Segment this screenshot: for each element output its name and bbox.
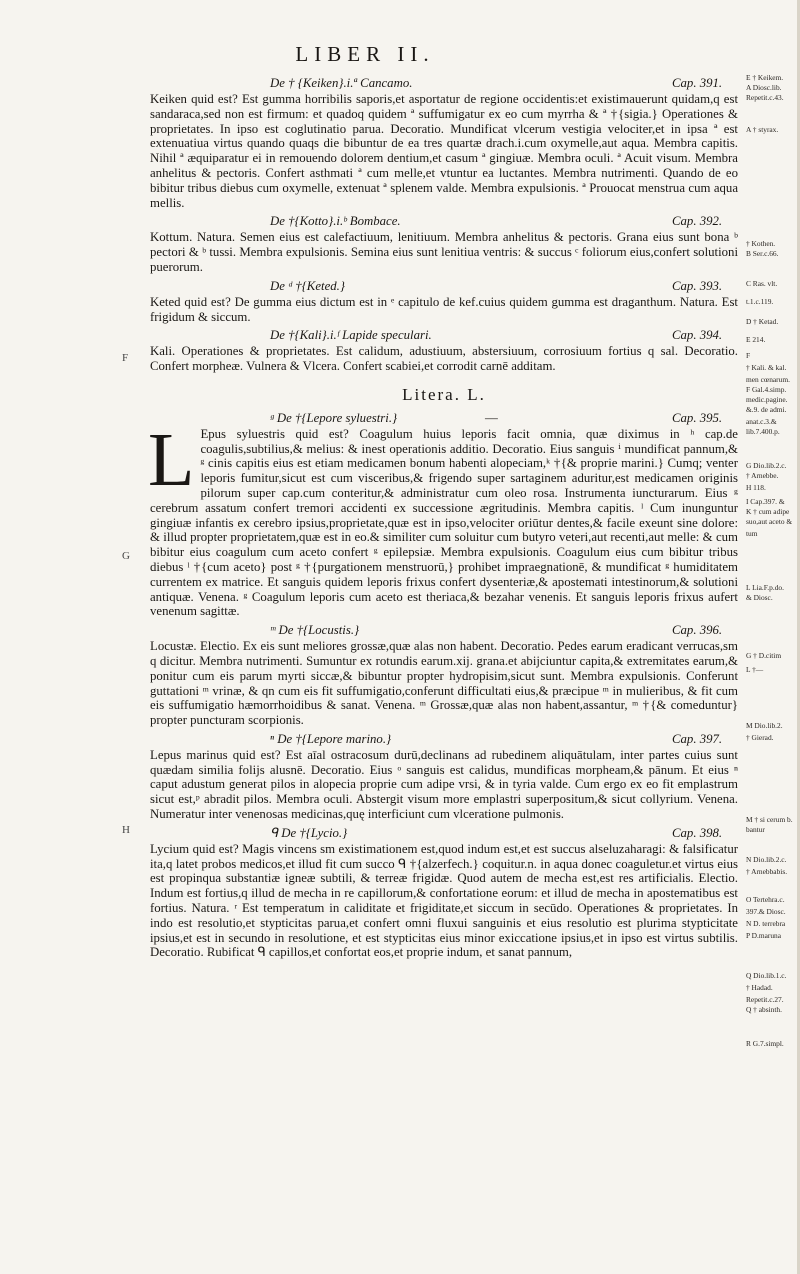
margin-note: anat.c.3.& <box>746 417 777 426</box>
entry-heading <box>150 623 738 639</box>
entry-heading-title: ᵐ De †{Locustis.} <box>270 623 360 638</box>
chapter-number: Cap. 394. <box>672 328 723 343</box>
entry-text: Epus syluestris quid est? Coagulum huius leporis facit omnia, quæ diximus in ʰ cap.de coagulis,subtilius,& melius: & inest operationis additio. Decoratio. Eius sanguis ⁱ mundificat pannum,& ᵍ cinis capitis eius est etiam medicamen bonum habenti alopeciam,ᵏ †{& proprie marini.} Cumq; venter leporis fumitur,sicut est cum visceribus,& frigendo super sartaginem aduritur,est medicamen originis pilorum super cap.cum conteritur,& administratur cum oleo rosa. Instrumenta iuncturarum. Eius ᵍ cerebrum assatum confert tremori accidenti ex successione ægritudinis. Membra capitis. ˡ Cum inunguntur gingiuæ infantis ex cerebro ipsius,proprietate,quæ est in ipso,velociter oriūtur dentes,& facile exeunt sine dolore: & illud propter proprietatem,quæ est in eo.& similiter cum soluitur cum butyro veteri,aut recenti,aut melle: & cum bibitur eius coagulum cum aceto confert ᵍ epilepsiæ. Membra expulsionis. Coagulum eius cum bibitur tribus diebus ˡ †{cum aceto} post ᵍ †{purgationem menstruorū,} prohibet impraegnationē, & mundificat ᵍ humiditatem currentem ex matrice. Et sanguis quidem leporis frixus confert dysenteriæ,& apostemati intestinorum,& solutioni antiquæ. Venena. ᵍ Coagulum leporis cum aceto est theriaca,& bezahar venenis. Et sanguis leporis frixus aufert venenum sagittæ. <box>150 426 738 619</box>
margin-note: † Arnebbabis. <box>746 867 788 876</box>
entry-heading-title: ⁿ De †{Lepore marino.} <box>270 731 392 746</box>
drop-cap: L <box>148 417 195 502</box>
margin-note: † Kothen. <box>746 239 776 248</box>
main-text <box>150 76 738 964</box>
entry-text: Keiken quid est? Est gumma horribilis saporis,et asportatur de regione occidentis:et existimauerunt quidam,q est sandaraca,sed non est firmum: et quadoq quidem ª suffumigatur ex eo cum myrrha & ª †{sigia.} Operationes & proprietates. In ipso est coglutinatio parua. Decoratio. Mundificat vlcerum vestigia velociter,et in ipsa ª est extenuatiua virtus quando quaqs die bibuntur de ea tres quartæ drach.i.cum oxymelle,aut aqua. Membra capitis. Nihil ª æquiparatur ei in remouendo dolorem dentium,et casum ª gingiuæ. Membra oculi. ª Acuit visum. Membra anhelitus & pectoris. Confert asthmati ª cum melle,et vtuntur ea luctantes. Membra nutrimenti. Quando de eo bibitur tribus diebus cum oxymelle, extenuat ª splenem valde. Membra expulsionis. ª Prouocat menstrua cum aqua mellis. <box>150 92 738 210</box>
margin-note: A Diosc.lib. <box>746 83 782 92</box>
margin-note: M † si cerum b. <box>746 815 793 824</box>
chapter-number: Cap. 392. <box>672 214 723 229</box>
margin-note: F <box>746 351 751 360</box>
margin-note: P D.maruna <box>746 931 782 940</box>
margin-note: † Gierad. <box>746 733 774 742</box>
margin-note: † Arnebbe. <box>746 471 779 480</box>
spacer <box>150 960 738 964</box>
margin-note: C Ras. vlt. <box>746 279 778 288</box>
entry-heading <box>150 328 738 344</box>
entry-body <box>150 639 738 728</box>
entry-heading-title: ᑫ De †{Lycio.} <box>270 825 348 840</box>
entry-heading <box>150 76 738 92</box>
margin-note: L †— <box>746 665 764 674</box>
margin-note: medic.pagine. <box>746 395 788 404</box>
margin-note: R G.7.simpl. <box>746 1039 784 1048</box>
running-head: LIBER II. <box>295 42 435 66</box>
margin-note: N Dio.lib.2.c. <box>746 855 787 864</box>
margin-note: Q † absinth. <box>746 1005 782 1014</box>
section-title: Litera. L. <box>402 384 486 404</box>
margin-note: G Dio.lib.2.c. <box>746 461 787 470</box>
margin-note: A † styrax. <box>746 125 779 134</box>
margin-note: † Hadad. <box>746 983 773 992</box>
margin-note: N D. terrebra <box>746 919 786 928</box>
entry-heading <box>150 411 738 427</box>
entry-heading-title: De ᵈ †{Keted.} <box>270 278 345 293</box>
chapter-number: Cap. 391. <box>672 76 723 90</box>
entry-heading-title: De † {Keiken}.i.ª Cancamo. <box>270 76 413 90</box>
spacer <box>150 374 738 378</box>
margin-note: &.9. de admi. <box>746 405 787 414</box>
chapter-number: Cap. 398. <box>672 825 723 840</box>
margin-note: suo,aut aceto & <box>746 517 793 526</box>
entry-text: Keted quid est? De gumma eius dictum est in ᵉ capitulo de kef.cuius quidem gumma est draganthum. Natura. Est frigidum & siccum. <box>150 294 738 324</box>
entry-heading <box>150 279 738 295</box>
chapter-number: Cap. 396. <box>672 623 723 638</box>
left-margin-letter: F <box>122 352 129 364</box>
chapter-number: Cap. 393. <box>672 278 723 293</box>
entry-heading <box>150 826 738 842</box>
margin-note: t.1.c.119. <box>746 297 774 306</box>
margin-note: M Dio.lib.2. <box>746 721 783 730</box>
entry-body <box>150 748 738 822</box>
margin-note: & Diosc. <box>746 593 773 602</box>
entry-heading <box>150 214 738 230</box>
margin-note: H 118. <box>746 483 766 492</box>
margin-note: E † Keikem. <box>746 73 784 82</box>
margin-note: D † Ketad. <box>746 317 779 326</box>
margin-note: Repetit.c.43. <box>746 93 784 102</box>
entry-body <box>150 230 738 274</box>
margin-note: Q Dio.lib.1.c. <box>746 971 787 980</box>
margin-note: tum <box>746 529 758 538</box>
entry-text: Locustæ. Electio. Ex eis sunt meliores grossæ,quæ alas non habent. Decoratio. Pedes earum eradicant verrucas,sm q dicitur. Membra nutrimenti. Sumuntur ex rotundis earum.xij. grana.et abijciuntur capita,& extremitates earum,& ponitur cum eis parum myrti siccæ,& bibuntur propter hydropisim,sicut sunt. Membra expulsionis. Conferunt guttationi ᵐ vrinæ, & qn cum eis fit suffumigatio,conferunt difficultati eius,& præcipue ᵐ in mulieribus, & fit cum eis suffumigatio hæmorrhoidibus & sanat. Venena. ᵐ Grossæ,quæ alas non habent,assantur, ᵐ †{& comeduntur} propter puncturam scorpionis. <box>150 639 738 728</box>
entry-body <box>150 295 738 325</box>
entry-text: Lepus marinus quid est? Est aīal ostracosum durū,declinans ad rubedinem aliquātulam, inter partes cuius sunt quædam similia folijs alusnē. Decoratio. Eius ᵒ sanguis est calidus, mundificas morpheam,& pānum. Et eius ⁿ caput adustum generat pilos in alopecia proprie cum adipe vrsi, & in tyria valde. Cum ergo ex eo fit emplastrum sicut est,ᵖ abradit pilos. Membra oculi. Abstergit visum more emplastri superpositum,& sicut collyrium. Venena. Numeratur inter venenosas medicinas,quę interficiunt cum vlceratione pulmonis. <box>150 747 738 822</box>
left-margin-letter: H <box>122 824 130 836</box>
chapter-number: Cap. 397. <box>672 731 723 746</box>
entry-body <box>150 842 738 960</box>
margin-note: K † cum adipe <box>746 507 790 516</box>
entry-text: Kottum. Natura. Semen eius est calefactiuum, lenitiuum. Membra anhelitus & pectoris. Grana eius sunt bona ᵇ pectori & ᵇ tussi. Membra expulsionis. Semina eius sunt lenitiua ventris: & succus ᶜ foliorum eius,confert solutioni puerorum. <box>150 230 738 274</box>
entry-text: Lycium quid est? Magis vincens sm existimationem est,quod indum est,et est succus alseluzaharagi: & falsificatur ita,q latet probos medicos,et illud fit cum succo ᑫ †{alzerfech.} coquitur.n. in aqua donec coaguletur.et virtus eius est propinqua substantiæ igneæ subtili, & terreæ frigidæ. Quod autem de mecha est,est res artificialis. Electio. Indum est fortius,q illud de mecha in re capillorum,& confortatione eorum: et illud de mecha in apostematibus est fortius. Natura. ʳ Est temperatum in caliditate et frigiditate,et siccum in secūdo. Operationes & proprietates. In indo est resolutio,et stypticitas parua,et confert omni fluxui sanguinis et eius resolutio est plurima stypticitate ipsius,et est in secundo in resolutione, et est stypticitas eius minor exiccatione ipsius,et in ipso est virtus subtilis. Decoratio. Rubificat ᑫ capillos,et confortat eos,et proprie indum, et sanat pannum, <box>150 841 738 960</box>
entry-body <box>150 92 738 210</box>
margin-note: L Lia.F.p.do. <box>746 583 784 592</box>
entry-heading-title: De †{Kotto}.i.ᵇ Bombace. <box>270 214 401 229</box>
margin-note: lib.7.400.p. <box>746 427 780 436</box>
margin-note: I Cap.397. & <box>746 497 785 506</box>
margin-note: B Ser.c.66. <box>746 249 779 258</box>
margin-note: E 214. <box>746 335 766 344</box>
entry-heading-dash: — <box>485 410 498 425</box>
margin-note: G † D.citim <box>746 651 782 660</box>
margin-note: men cœnarum. <box>746 375 790 384</box>
margin-note: 397.& Diosc. <box>746 907 786 916</box>
entry-heading-title: ᵍ De †{Lepore syluestri.} <box>270 410 398 425</box>
margin-note: Repetit.c.27. <box>746 995 784 1004</box>
entry-heading-title: De †{Kali}.i.ᶠ Lapide speculari. <box>270 328 432 343</box>
margin-note: F Gal.4.simp. <box>746 385 787 394</box>
margin-note: bantur <box>746 825 765 834</box>
chapter-number: Cap. 395. <box>672 410 723 425</box>
entry-body <box>150 344 738 374</box>
entry-heading <box>150 732 738 748</box>
entry-text: Kali. Operationes & proprietates. Est calidum, adustiuum, abstersiuum, corrosiuum fortius q sal. Decoratio. Confert morpheæ. Vulnera & Vlcera. Confert scabiei,et corrodit carnē additam. <box>150 344 738 374</box>
left-margin-letter: G <box>122 550 130 562</box>
margin-note: † Kali. & kal. <box>746 363 787 372</box>
margin-note: O Tertehra.c. <box>746 895 785 904</box>
